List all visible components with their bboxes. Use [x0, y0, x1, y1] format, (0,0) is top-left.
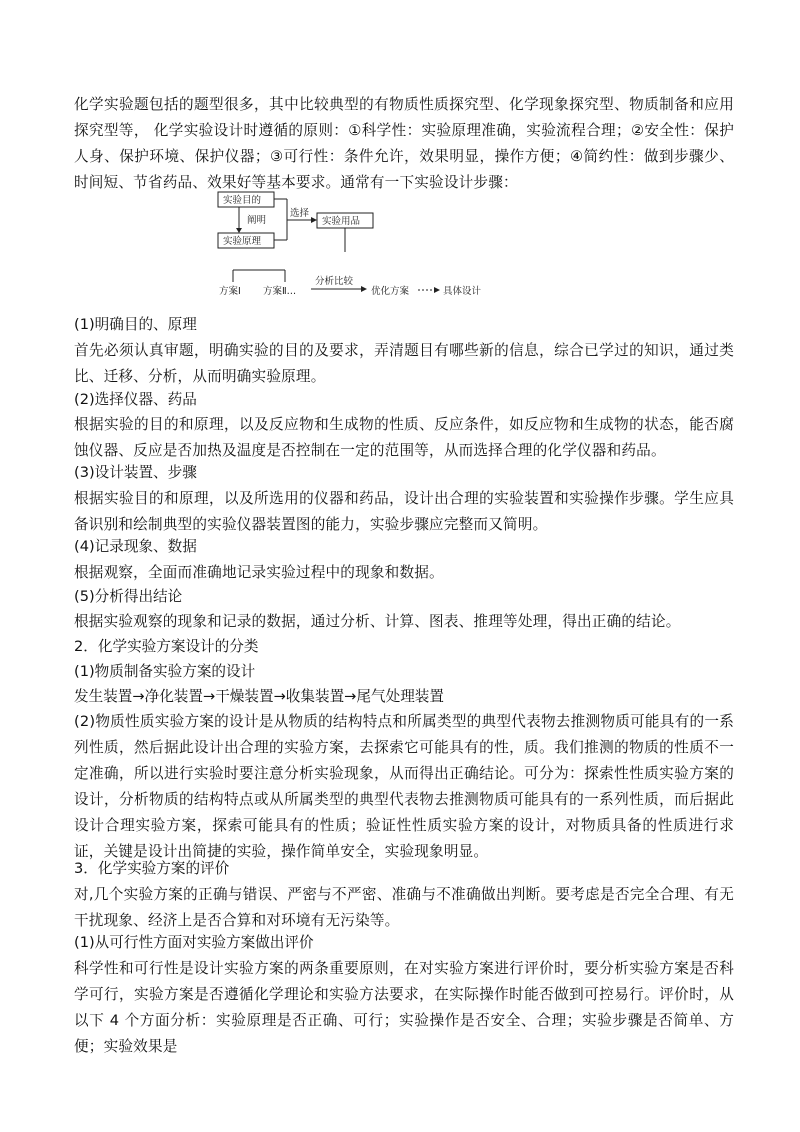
section3-1-title: (1)从可行性方面对实验方案做出评价	[74, 934, 314, 951]
detail-label: 具体设计	[443, 286, 482, 297]
section2-title: 2．化学实验方案设计的分类	[74, 638, 259, 655]
step1-title: (1)明确目的、原理	[74, 316, 197, 333]
flowchart-svg	[215, 186, 495, 302]
clarify-arrow-head	[236, 228, 242, 233]
purpose-label: 实验目的	[223, 195, 262, 206]
optimize-label: 优化方案	[371, 286, 410, 297]
section2-1-title: (1)物质制备实验方案的设计	[74, 663, 256, 680]
select-arrow-head	[311, 217, 317, 223]
intro-paragraph: 化学实验题包括的题型很多，其中比较典型的有物质性质探究型、化学现象探究型、物质制备和应用探究型等， 化学实验设计时遵循的原则：①科学性：实验原理准确，实验流程合理；②安全性：保护人身、保护环境、保护仪器；③可行性：条件允许，效果明显，操作方便；④简约性：做到步骤少、时间短、节省药品、效果好等基本要求。通常有一下实验设计步骤：	[74, 96, 734, 191]
step4-title: (4)记录现象、数据	[74, 538, 197, 555]
experiment-design-flowchart	[215, 186, 495, 302]
clarify-label: 阐明	[247, 215, 267, 226]
plan2-label: 方案Ⅱ…	[263, 286, 297, 297]
step4-body: 根据观察，全面而准确地记录实验过程中的现象和数据。	[74, 564, 444, 581]
step3-body: 根据实验目的和原理，以及所选用的仪器和药品，设计出合理的实验装置和实验操作步骤。学生应具备识别和绘制典型的实验仪器装置图的能力，实验步骤应完整而又简明。	[74, 490, 734, 533]
principle-label: 实验原理	[223, 236, 262, 247]
step1-body: 首先必须认真审题，明确实验的目的及要求，弄清题目有哪些新的信息，综合已学过的知识，通过类比、迁移、分析，从而明确实验原理。	[74, 342, 734, 385]
step5-body: 根据实验观察的现象和记录的数据，通过分析、计算、图表、推理等处理，得出正确的结论。	[74, 613, 681, 630]
section2-2-body: (2)物质性质实验方案的设计是从物质的结构特点和所属类型的典型代表物去推测物质可能具有的一系列性质，然后据此设计出合理的实验方案，去探索它可能具有的性，质。我们推测的物质的性质不一定准确，所以进行实验时要注意分析实验现象，从而得出正确结论。可分为：探索性性质实验方案的设计，分析物质的结构特点或从所属类型的典型代表物去推测物质可能具有的一系列性质，而后据此设计合理实验方案，探索可能具有的性质；验证性性质实验方案的设计，对物质具备的性质进行求证，关键是设计出简捷的实验，操作简单安全，实验现象明显。	[74, 713, 734, 860]
section3-1-body: 科学性和可行性是设计实验方案的两条重要原则，在对实验方案进行评价时，要分析实验方案是否科学可行，实验方案是否遵循化学理论和实验方法要求，在实际操作时能否做到可控易行。评价时，从以下 4 个方面分析：实验原理是否正确、可行；实验操作是否安全、合理；实验步骤是否简单、方便；实验效果是	[74, 960, 734, 1055]
step3-title: (3)设计装置、步骤	[74, 464, 197, 481]
materials-label: 实验用品	[322, 216, 361, 227]
analyze-label: 分析比较	[315, 276, 354, 287]
analyze-arrow-head	[361, 286, 367, 292]
detail-arrow-head	[434, 287, 440, 293]
plan1-label: 方案Ⅰ	[219, 286, 241, 297]
select-label: 选择	[290, 208, 310, 219]
step2-title: (2)选择仪器、药品	[74, 391, 197, 408]
step2-body: 根据实验的目的和原理，以及反应物和生成物的性质、反应条件，如反应物和生成物的状态，能否腐蚀仪器、反应是否加热及温度是否控制在一定的范围等，从而选择合理的化学仪器和药品。	[74, 416, 734, 459]
section2-1-body: 发生装置→净化装置→干燥装置→收集装置→尾气处理装置	[74, 688, 444, 705]
section3-title: 3．化学实验方案的评价	[74, 860, 230, 877]
step5-title: (5)分析得出结论	[74, 588, 183, 605]
section3-body: 对,几个实验方案的正确与错误、严密与不严密、准确与不准确做出判断。要考虑是否完全合理、有无干扰现象、经济上是否合算和对环境有无污染等。	[74, 886, 734, 929]
